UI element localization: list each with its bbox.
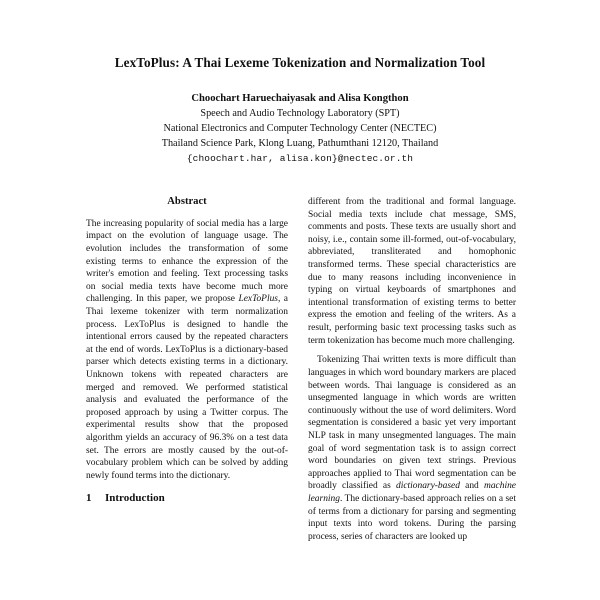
right-paragraph-2-part-2: . The dictionary-based approach relies on a set of terms from a dictionary for parsing and segmenting input texts into word tokens. During the parsing process, series of characters are looked up — [308, 494, 516, 542]
body-columns — [0, 196, 600, 600]
author-block — [62, 91, 538, 166]
right-paragraph-2 — [308, 354, 516, 543]
section-title: Introduction — [105, 491, 165, 504]
abstract-paragraph — [86, 218, 288, 483]
section-number: 1 — [86, 491, 92, 504]
affiliation-line-2: National Electronics and Computer Technology Center (NECTEC) — [163, 122, 437, 134]
abstract-text-part-2: , a Thai lexeme tokenizer with term normalization process. LexToPlus is designed to handle the intentional errors caused by the repeated characters at the end of words. LexToPlus is a dictionary-based parser which detects existing terms in a dictionary. Unknown tokens with repeated characters are merged and removed. We performed statistical analysis and evaluated the performance of the proposed approach by using a Twitter corpus. The experimental results show that the proposed algorithm yields an accuracy of 96.3% on a test data set. The errors are mostly caused by the out-of-vocabulary problem which can be solved by adding newly found terms into the dictionary. — [86, 294, 288, 481]
abstract-italic-lextoplus: LexToPlus — [238, 294, 278, 305]
left-column — [86, 196, 288, 600]
title-block — [0, 0, 600, 167]
italic-dictionary-based: dictionary-based — [395, 481, 460, 492]
affiliation-line-1: Speech and Audio Technology Laboratory (SPT) — [200, 108, 400, 120]
italic-machine-learning: machine learning — [308, 481, 516, 505]
right-column — [308, 196, 516, 600]
abstract-text-part-1: The increasing popularity of social media has a large impact on the evolution of language usage. The evolution includes the transformation of some existing terms to enhance the expression of the writer's emotion and feeling. Text processing tasks on social media texts have become much more challenging. In this paper, we propose — [86, 218, 288, 305]
author-email: {choochart.har, alisa.kon}@nectec.or.th — [186, 153, 414, 165]
section-heading-introduction — [86, 492, 288, 505]
abstract-heading: Abstract — [167, 196, 207, 207]
right-paragraph-1: different from the traditional and formal language. Social media texts include chat message, SMS, comments and posts. These texts are usually short and noisy, i.e., contain some ill-formed, out-of-vocabulary, abbreviated, transliterated and homophonic transformed terms. These special characteristics are due to many reasons including inconvenience in typing on virtual keyboards of smartphones and intentional transformation of existing terms to better express the emotion and feeling of the writers. As a result, performing basic text processing tasks such as term tokenization has become much more challenging. — [308, 197, 516, 346]
affiliation-line-3: Thailand Science Park, Klong Luang, Pathumthani 12120, Thailand — [161, 137, 439, 149]
right-paragraph-2-conjunction: and — [459, 481, 484, 492]
page-title: LexToPlus: A Thai Lexeme Tokenization and Normalization Tool — [114, 55, 486, 70]
author-names: Choochart Haruechaiyasak and Alisa Kongthon — [191, 93, 409, 105]
right-paragraph-2-part-1: Tokenizing Thai written texts is more difficult than languages in which word boundary markers are placed between words. Thai language is considered as an unsegmented language in which words are written continuously without the use of word delimiters. Word segmentation is considered a basic yet very important NLP task in many unsegmented languages. The main goal of word segmentation task is to assign correct word boundaries on given text strings. Previous approaches applied to Thai word segmentation can be broadly classified as — [308, 355, 516, 492]
